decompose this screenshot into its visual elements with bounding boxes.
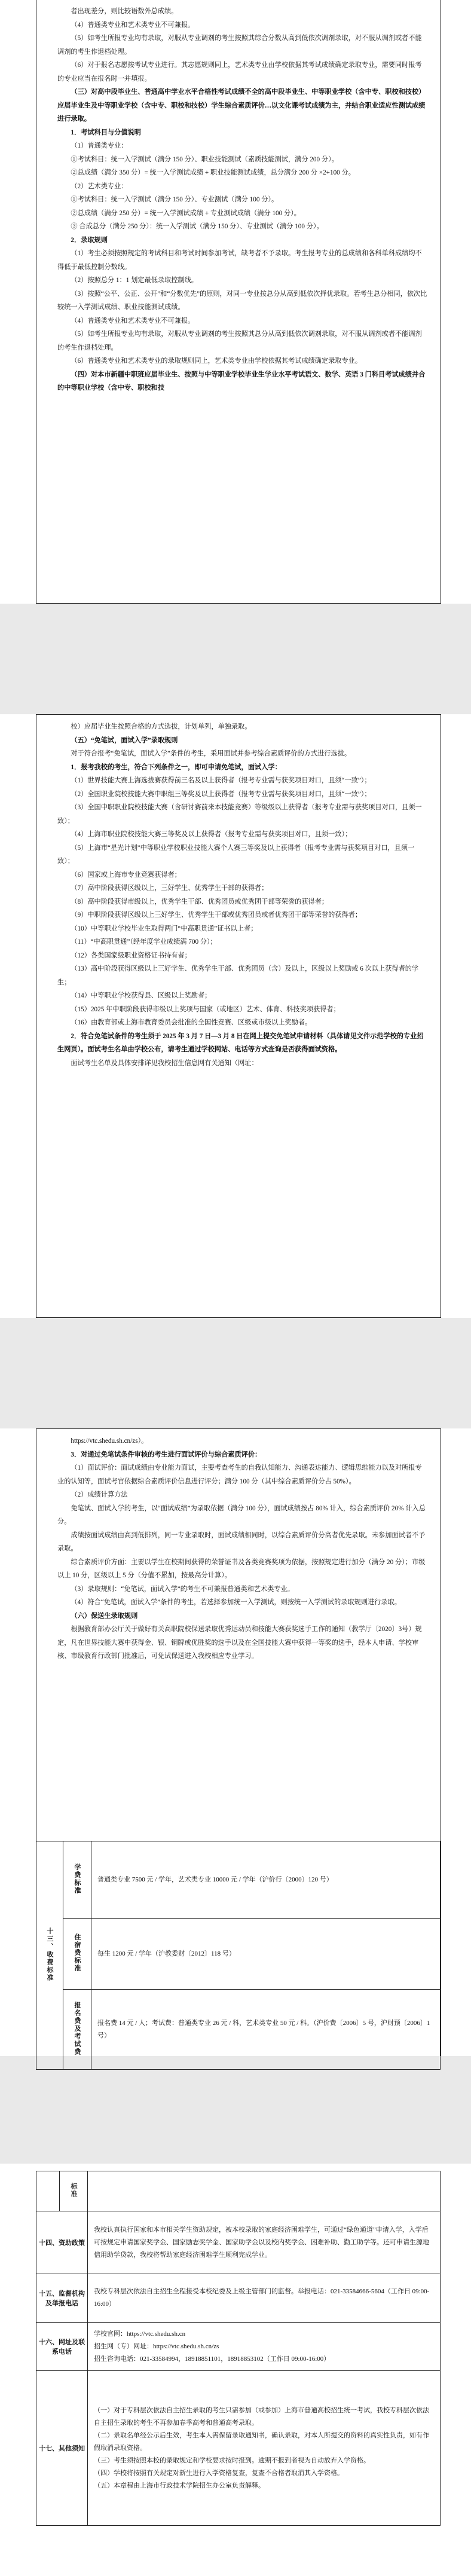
paragraph: （16）由教育部或上海市教育委员会批准的全国性竞赛、区级或市级以上奖励者。 [71, 1019, 312, 1026]
paragraph: （1）普通类专业： [71, 142, 128, 149]
paragraph: （五）“免笔试，面试入学”录取规则 [71, 736, 178, 744]
paragraph: （3）按照“公平、公正、公开”和“分数优先”的原则，对同一专业按总分从高到低依次择优录取。若考生总分相同，依次比较统一入学测试成绩、职业技能测试成绩。 [57, 290, 427, 311]
paragraph: 成绩按面试成绩由高到低排列，同一专业录取时，面试成绩相同时，以综合素质评价分高者优先录取。未参加面试者不予录取。 [57, 1531, 426, 1552]
fee-row-label: 报名费及考试费 [74, 2001, 81, 2056]
fee-main-label: 十三、收费标准 [46, 1927, 53, 1982]
paragraph: （2）按照总分 1：1 划定最低录取控制线。 [71, 277, 198, 284]
info-row-label: 十七、其他须知 [36, 2371, 88, 2526]
paragraph: （3）全国中职职业院校技能大赛（含研讨赛前来本技能竞赛）等级级以上获得者（报考专业需与获奖项目对口，且须一致）； [57, 804, 422, 825]
paragraph: 综合素质评价方面：主要以学生在校期间获得的荣誉证书及各类竞赛奖项为依据，按照规定进行加分（满分 20 分）；市级以上 10 分，区级以上 5 分（分值不累加，按最高分计算）。 [57, 1558, 426, 1579]
paragraph: 2．录取规则 [71, 236, 108, 244]
paragraph: （四）对本市新疆中职班应届毕业生、按照与中等职业学校毕业生学业水平考试语文、数学、英语 3 门科目考试成绩并合的中等职业学校（含中专、职校和技 [57, 371, 426, 391]
paragraph: ②总成绩（满分 250 分）= 统一入学测试成绩 + 专业测试成绩（满分 100 分）。 [71, 209, 301, 217]
paragraph: ③ 合成总分（满分 250 分）：统一入学测试（满分 150 分）、专业测试（满分 100 分）。 [71, 223, 323, 230]
paragraph: https://vtc.shedu.sh.cn/zs）。 [71, 1437, 148, 1445]
paragraph: （4）普通类专业和艺术类专业不可兼报。 [71, 21, 195, 29]
standard-label: 标准 [70, 2182, 77, 2198]
paragraph: 者出现差分，则比较语数外总成绩。 [71, 8, 178, 15]
paragraph: （六）保送生录取规则 [71, 1612, 138, 1620]
paragraph: （1）世界技能大赛上海选拔赛获得前三名及以上获得者（报考专业需与获奖项目对口，且须“一致”）； [71, 777, 371, 784]
page-1-text [57, 5, 428, 395]
page-2-text [57, 720, 428, 1070]
paragraph: （4）符合“免笔试，面试入学”条件的考生，若选择参加统一入学测试，则按统一入学测试的录取规则进行录取。 [71, 1599, 401, 1606]
paragraph: （3）录取规则：“免笔试，面试入学”的考生不可兼报普通类和艺术类专业。 [71, 1585, 294, 1593]
document-page-4 [0, 2164, 471, 2576]
paragraph: （11）“中高职贯通”（经年度学业成绩满 700 分）； [71, 938, 217, 946]
paragraph: （6）对于报名志愿按考试专业进行。其志愿规则同上，艺术类专业由学校依据其考试成绩确定录取专业，需要同时报考的专业应当在报名时一并填报。 [57, 62, 422, 82]
paragraph: （1）考生必须按照规定的考试科目和考试时间参加考试，缺考者不予录取。考生报考专业的总成绩和各科单科成绩均不得低于最低控制分数线。 [57, 250, 422, 271]
paragraph: （8）高中阶段获得市级以上，优秀学生干部、优秀团员或优秀团干部等荣誉的获得者； [71, 898, 329, 905]
paragraph: （13）高中阶段获得区级以上三好学生、优秀学生干部、优秀团员（含）及以上，区级以上奖励或 6 次以上获得者的学生； [57, 965, 419, 986]
fee-table [36, 1841, 441, 2070]
info-row-text: 学校官网：https://vtc.shedu.sh.cn 招生网（专）网址：https://vtc.shedu.sh.cn/zs 招生咨询电话：021-33584994，18918851101，18918853102（工作日 09:00-16:00） [88, 2323, 441, 2371]
paragraph: （4）普通类专业和艺术类专业不可兼报。 [71, 317, 195, 325]
paragraph: ②总成绩（满分 350 分）= 统一入学测试成绩 + 职业技能测试成绩，总分满分 200 分 ×2+100 分。 [71, 169, 355, 176]
info-row-label: 十五、监督机构及举报电话 [36, 2274, 88, 2323]
document-page-2 [0, 714, 471, 1318]
fee-row-text: 每生 1200 元 / 学年（沪教委财〔2012〕118 号） [91, 1919, 441, 1990]
paragraph: （7）高中阶段获得区级以上，三好学生、优秀学生干部的获得者； [71, 885, 268, 892]
info-row-label: 十四、资助政策 [36, 2211, 88, 2274]
paragraph: （4）上海市职业院校技能大赛三等奖及以上获得者（报考专业需与获奖项目对口，且须一致）； [71, 831, 352, 838]
paragraph: （2）成绩计算方法 [71, 1491, 128, 1498]
page-3-text [57, 1434, 428, 1663]
paragraph: （12）各类国家级职业资格证书持有者； [71, 952, 191, 959]
paragraph: ①考试科目：统一入学测试（满分 150 分）、专业测试（满分 100 分）。 [71, 196, 279, 203]
paragraph: （5）如考生所报专业均有录取，对服从专业调剂的考生按照其综合分数从高到低依次调剂录取，对不服从调剂或者不能调剂的考生作退档处理。 [57, 35, 422, 56]
paragraph: （1）面试评价：面试成绩由专业能力面试，主要考查考生的自我认知能力、沟通表达能力、逻辑思维能力以及对所报专业的认知等，面试考官依据综合素质评价信息进行评分；满分 100 分（其中综合素质评价分占 50%）。 [57, 1464, 422, 1485]
info-row-text: （一）对于专科层次依法自主招生录取的考生只需参加（或参加）上海市普通高校招生统一考试，我校专科层次依法自主招生录取的考生不再参加春季高考和普通高考录取。 （二）录取名单经公示后生效，考生本人需保留录取通知书，确认录取，对本人所提交的资料的真实性负责，如有作假取消录取资格。 （三）考生须按照本校的录取规定和学校要求按时报到。逾期不报到者视为自动放弃入学资格。 （四）学校将按照有关规定对新生进行入学资格复查，复查不合格者取消其入学资格。 （五）本章程由上海市行政技术学院招生办公室负责解释。 [88, 2371, 441, 2526]
paragraph: （10）中等职业学校毕业生取得两门“中高职贯通”证书以上者； [71, 925, 258, 932]
info-table [36, 2171, 441, 2526]
paragraph: 对于符合报考“免笔试，面试入学”条件的考生，采用面试并参考综合素质评价的方式进行选拔。 [71, 750, 351, 757]
fee-row-text: 报名费 14 元 / 人；考试费：普通类专业 26 元 / 科，艺术类专业 50 元 / 科。（沪价费〔2006〕5 号，沪财预〔2006〕1 号） [91, 1990, 441, 2070]
info-row-label: 十六、网址及联系电话 [36, 2323, 88, 2371]
info-row-text: 我校认真执行国家和本市相关学生资助规定，被本校录取的家庭经济困难学生，可通过“绿色通道”申请入学，入学后可按规定申请国家奖学金、国家励志奖学金、国家助学金以及校内奖学金、困难补助、勤工助学等。还可申请生源地信用助学贷款，我校将帮助家庭经济困难学生顺利完成学业。 [88, 2211, 441, 2274]
paragraph: 1．考试科目与分值说明 [71, 129, 141, 136]
paragraph: 1．报考我校的考生，符合下列条件之一，即可申请免笔试，面试入学： [71, 763, 282, 771]
paragraph: 3．对通过免笔试条件审核的考生进行面试评价与综合素质评价： [71, 1451, 262, 1458]
paragraph: （5）上海市“星光计划”中等职业学校职业技能大赛个人赛三等奖及以上获得者（报考专业需与获奖项目对口，且须一致）； [57, 844, 415, 865]
paragraph: 2．符合免笔试条件的考生须于 2025 年 3 月 7 日—3 月 8 日在网上提交免笔试申请材料（具体请见文件示范学校的专业招生网页）。面试考生名单由学校公布，请考生通过学校网站、电话等方式查询是否获得面试资格。 [57, 1032, 424, 1053]
fee-row-label: 住宿费标准 [74, 1933, 81, 1972]
paragraph: （三）对高中段毕业生、普通高中学业水平合格性考试成绩不全的高中段毕业生、中等职业学校（含中专、职校和技校）应届毕业生及中等职业学校（含中专、职校和技校）学生综合素质评价…以文化课考试成绩为主，并结合职业适应性测试成绩进行录取。 [57, 88, 426, 123]
paragraph: （15）2025 年中职阶段获得市级以上奖项与国家（或地区）艺术、体育、科技奖项获得者； [71, 1005, 340, 1013]
info-row-text: 我校专科层次依法自主招生全程接受本校纪委及上级主管部门的监督。举报电话：021-33584666-5604（工作日 09:00-16:00） [88, 2274, 441, 2323]
paragraph: （6）普通类专业和艺术类专业的录取规则同上，艺术类专业由学校依据其考试成绩确定录取专业。 [71, 357, 362, 365]
paragraph: （2）全国职业院校技能大赛中职组三等奖及以上获得者（报考专业需与获奖项目对口，且须“一致”）； [71, 790, 371, 798]
paragraph: 免笔试、面试入学的考生，以“面试成绩”为录取依据（满分 100 分），面试成绩按占 80% 计入，综合素质评价 20% 计入总分。 [57, 1504, 426, 1525]
paragraph: 根据教育部办公厅关于做好有关高职院校保送录取优秀运动员和技能大赛获奖选手工作的通知（教学厅〔2020〕3号）规定，凡在世界技能大赛中获得金、银、铜牌或优胜奖的选手以及在全国技能大赛中获得一等奖的选手，经本人申请、学校审核、市级教育行政部门批准后，可免试保送进入我校相应专业学习。 [57, 1626, 422, 1660]
paragraph: 面试考生名单及具体安排详见我校招生信息网有关通知（网址： [71, 1059, 258, 1067]
paragraph: （5）如考生所报专业均有录取，对服从专业调剂的考生按照其总分从高到低依次调剂录取，对不服从调剂或者不能调剂的考生作退档处理。 [57, 331, 422, 351]
paragraph: ①考试科目：统一入学测试（满分 150 分）、职业技能测试（素质技能测试，满分 200 分）。 [71, 155, 338, 163]
paragraph: （6）国家或上海市专业竞赛获得者； [71, 871, 181, 879]
fee-row-label: 学费标准 [74, 1863, 81, 1895]
document-page-3 [0, 1428, 471, 2056]
document-page-1 [0, 0, 471, 604]
paragraph: （2）艺术类专业： [71, 182, 128, 190]
paragraph: （14）中等职业学校获得县、区级以上奖励者； [71, 992, 212, 999]
fee-row-text: 普通类专业 7500 元 / 学年，艺术类专业 10000 元 / 学年（沪价行〔2000〕120 号） [91, 1841, 441, 1919]
paragraph: （9）中职阶段获得区级以上三好学生、优秀学生干部或优秀团员或者优秀团干部等荣誉的获得者； [71, 911, 362, 919]
paragraph: 校）应届毕业生按照合格的方式选拔，计划单列，单独录取。 [71, 723, 252, 730]
